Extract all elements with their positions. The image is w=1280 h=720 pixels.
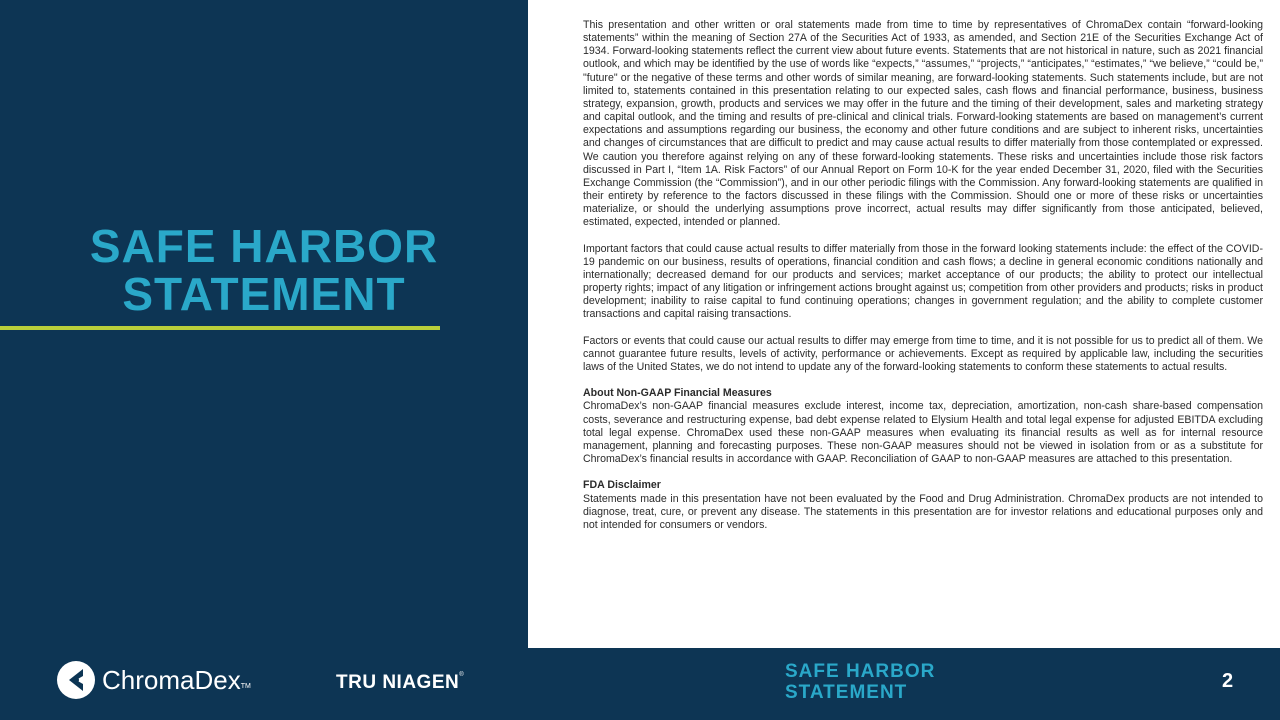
slide-title xyxy=(0,222,528,318)
title-underline-rule xyxy=(0,326,440,330)
tru-niagen-wordmark: TRU NIAGEN xyxy=(336,672,460,693)
factors-events-paragraph: Factors or events that could cause our actual results to differ may emerge from time to time, and it is not possible for us to predict all of them. We cannot guarantee future results, levels of activity, performance or achievements. Except as required by applicable law, including the securities laws of the United States, we do not intend to update any of the forward-looking statements to conform these statements to actual results. xyxy=(583,334,1263,374)
non-gaap-paragraph: ChromaDex’s non-GAAP financial measures exclude interest, income tax, depreciation, amortization, non-cash share-based compensation costs, severance and restructuring expense, bad debt expense related to Elysium Health and total legal expense for adjusted EBITDA excluding total legal expense. ChromaDex used these non-GAAP measures when evaluating its financial results as well as for internal resource management, planning and forecasting purposes. These non-GAAP measures should not be viewed in isolation from or as a substitute for ChromaDex’s financial results in accordance with GAAP. Reconciliation of GAAP to non-GAAP measures are attached to this presentation. xyxy=(583,400,1263,466)
non-gaap-heading: About Non-GAAP Financial Measures xyxy=(583,387,772,400)
chromadex-wordmark: ChromaDex xyxy=(102,664,241,695)
fda-paragraph: Statements made in this presentation have not been evaluated by the Food and Drug Administration. ChromaDex products are not intended to diagnose, treat, cure, or prevent any disease. The statements in this presentation are for investor relations and educational purposes only and not intended for consumers or vendors. xyxy=(583,492,1263,531)
content-panel xyxy=(528,0,1280,648)
fda-heading: FDA Disclaimer xyxy=(583,479,661,492)
footer-title-line2: STATEMENT xyxy=(785,682,908,703)
left-title-panel xyxy=(0,0,528,648)
slide-title-line2: STATEMENT xyxy=(122,268,406,320)
chromadex-logo-mark-icon xyxy=(56,660,96,700)
chromadex-logo xyxy=(56,660,251,700)
chromadex-trademark: TM xyxy=(240,683,251,690)
forward-looking-paragraph: This presentation and other written or oral statements made from time to time by representatives of ChromaDex contain “forward-looking statements” within the meaning of Section 27A of the Securities Act of 1933, as amended, and Section 21E of the Securities Exchange Act of 1934. Forward-looking statements reflect the current view about future events. Statements that are not historical in nature, such as 2021 financial outlook, and which may be identified by the use of words like “expects,” “assumes,” “projects,” “anticipates,” “estimates,” “we believe,” “could be,” "future" or the negative of these terms and other words of similar meaning, are forward-looking statements. Such statements include, but are not limited to, statements contained in this presentation relating to our expected sales, cash flows and financial performance, business, business strategy, expansion, growth, products and services we may offer in the future and the timing of their development, sales and marketing strategy and capital outlook, and the timing and results of pre-clinical and clinical trials. Forward-looking statements are based on management’s current expectations and assumptions regarding our business, the economy and other future conditions and are subject to inherent risks, uncertainties and changes of circumstances that are difficult to predict and may cause actual results to differ materially from those contemplated or expressed. We caution you therefore against relying on any of these forward-looking statements. These risks and uncertainties include those risk factors discussed in Part I, “Item 1A. Risk Factors” of our Annual Report on Form 10-K for the year ended December 31, 2020, filed with the Securities Exchange Commission (the “Commission”), and in our other periodic filings with the Commission. Any forward-looking statements are qualified in their entirety by reference to the factors discussed in these filings with the Commission. Should one or more of these risks or uncertainties materialize, or should the underlying assumptions prove incorrect, actual results may differ significantly from those anticipated, believed, estimated, expected, intended or planned. xyxy=(583,19,1263,229)
tru-niagen-registered-mark: ® xyxy=(459,672,465,678)
disclaimer-body xyxy=(583,19,1263,545)
footer-section-title xyxy=(785,661,935,703)
tru-niagen-logo xyxy=(336,672,464,694)
page-number: 2 xyxy=(1222,670,1234,692)
footer-title-line1: SAFE HARBOR xyxy=(785,661,936,682)
slide-title-line1: SAFE HARBOR xyxy=(89,220,439,272)
important-factors-paragraph: Important factors that could cause actual results to differ materially from those in the forward looking statements include: the effect of the COVID-19 pandemic on our business, results of operations, financial condition and cash flows; a decline in general economic conditions nationally and internationally; decreased demand for our products and services; market acceptance of our products; the ability to protect our intellectual property rights; impact of any litigation or infringement actions brought against us; competition from other providers and products; risks in product development; inability to raise capital to fund continuing operations; changes in government regulation; and the ability to complete customer transactions and capital raising transactions. xyxy=(583,242,1263,321)
